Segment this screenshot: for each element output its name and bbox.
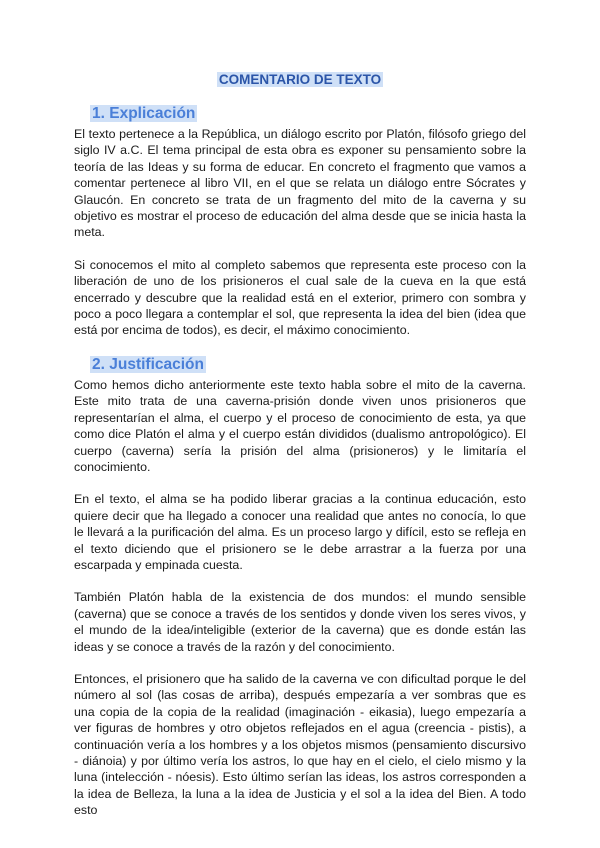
paragraph: El texto pertenece a la República, un diálogo escrito por Platón, filósofo griego del siglo IV a.C. El tema principal de esta obra es exponer su pensamiento sobre la teoría de las Ideas y su forma de educar. En concreto el fragmento que vamos a comentar pertenece al libro VII, en el que se relata un diálogo entre Sócrates y Glaucón. En concreto se trata de un fragmento del mito de la caverna y su objetivo es mostrar el proceso de educación del alma desde que se inicia hasta la meta. — [74, 127, 526, 240]
section-heading-text: 2. Justificación — [92, 355, 204, 373]
section-justificacion — [74, 355, 526, 819]
section-heading-justificacion — [90, 355, 526, 375]
document-title — [74, 70, 526, 90]
section-explicacion — [74, 104, 526, 339]
section-heading-text: 1. Explicación — [92, 105, 196, 122]
paragraph: En el texto, el alma se ha podido liberar gracias a la continua educación, esto quiere decir que ha llegado a conocer una realidad que antes no conocía, lo que le llevará a la purificación del alma. Es un proceso largo y difícil, esto se refleja en el texto diciendo que el prisionero se le debe arrastrar a la fuerza por una escarpada y empinada cuesta. — [74, 492, 526, 572]
section-heading-explicacion — [90, 104, 526, 124]
document-page — [74, 70, 526, 835]
paragraph: Como hemos dicho anteriormente este texto habla sobre el mito de la caverna. Este mito trata de una caverna-prisión donde viven unos prisioneros que representarían el alma, el cuerpo y el proceso de conocimiento de esta, ya que como dice Platón el alma y el cuerpo están divididos (dualismo antropológico). El cuerpo (caverna) sería la prisión del alma (prisioneros) y le limitaría el conocimiento. — [74, 377, 526, 474]
document-title-text: COMENTARIO DE TEXTO — [218, 72, 382, 87]
paragraph: También Platón habla de la existencia de dos mundos: el mundo sensible (caverna) que se conoce a través de los sentidos y donde viven los seres vivos, y el mundo de la idea/inteligible (exterior de la caverna) que es donde están las ideas y se conoce a través de la razón y del conocimiento. — [74, 590, 526, 654]
paragraph: Entonces, el prisionero que ha salido de la caverna ve con dificultad porque le del número al sol (las cosas de arriba), después empezaría a ver sombras que es una copia de la copia de la realidad (imaginación - eikasia), luego empezaría a ver figuras de hombres y otro objetos reflejados en el agua (creencia - pistis), a continuación vería a los hombres y a los objetos mismos (pensamiento discursivo - diánoia) y por último vería los astros, lo que hay en el cielo, el cielo mismo y la luna (intelección - nóesis). Esto último serían las ideas, los astros corresponden a la idea de Belleza, la luna a la idea de Justicia y el sol a la idea del Bien. A todo esto — [74, 671, 526, 818]
paragraph: Si conocemos el mito al completo sabemos que representa este proceso con la liberación de uno de los prisioneros el cual sale de la cueva en la que está encerrado y descubre que la realidad está en el exterior, primero con sombra y poco a poco llegara a contemplar el sol, que representa la idea del bien (idea que está por encima de todos), es decir, el máximo conocimiento. — [74, 257, 526, 338]
